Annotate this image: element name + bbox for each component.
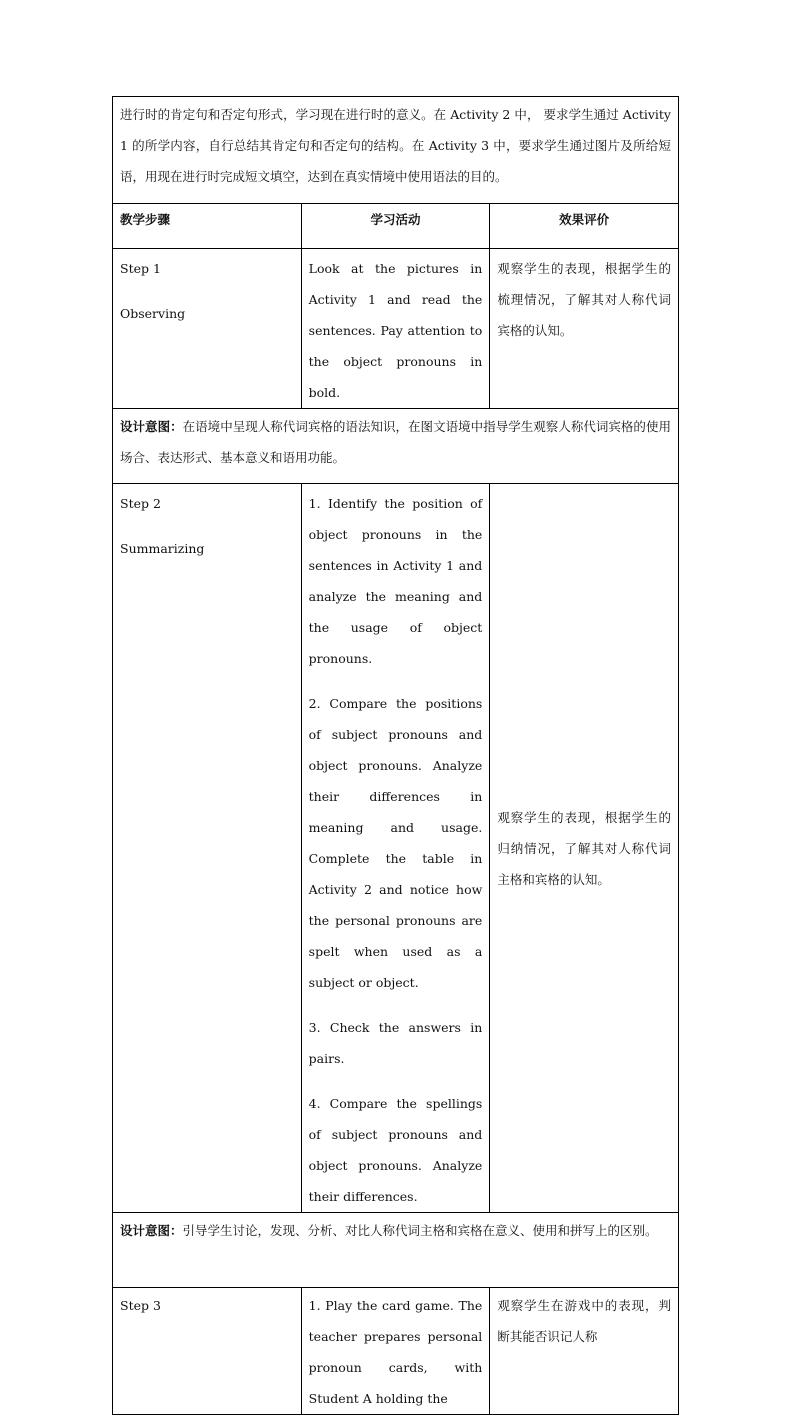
step1-label-cell xyxy=(113,249,302,409)
lesson-plan-table xyxy=(112,96,679,1415)
intent1-label: 设计意图： xyxy=(120,419,183,434)
intent1-text: 在语境中呈现人称代词宾格的语法知识，在图文语境中指导学生观察人称代词宾格的使用场合、表达形式、基本意义和语用功能。 xyxy=(120,419,671,465)
step2-evaluation: 观察学生的表现，根据学生的归纳情况，了解其对人称代词主格和宾格的认知。 xyxy=(497,809,671,887)
step1-activity: Look at the pictures in Activity 1 and read the sentences. Pay attention to the object pronouns in bold. xyxy=(308,261,483,400)
step2-activity-cell xyxy=(301,484,490,1213)
step3-activity-cell xyxy=(301,1288,490,1415)
intent2-label: 设计意图： xyxy=(120,1223,183,1238)
step2-activity-2: 2. Compare the positions of subject pronouns and object pronouns. Analyze their differences in meaning and usage. Complete the table in Activity 2 and notice how the personal pronouns are spelt when used as a subject or object. xyxy=(308,696,483,990)
header-row xyxy=(113,204,679,249)
step3-number: Step 3 xyxy=(120,1298,161,1313)
step2-label-cell xyxy=(113,484,302,1213)
step2-activity-4: 4. Compare the spellings of subject pronouns and object pronouns. Analyze their differences. xyxy=(308,1096,483,1204)
intro-cell xyxy=(113,97,679,204)
step3-row xyxy=(113,1288,679,1415)
step1-name: Observing xyxy=(120,306,186,321)
intent2-cell xyxy=(113,1213,679,1288)
intent2-text: 引导学生讨论，发现、分析、对比人称代词主格和宾格在意义、使用和拼写上的区别。 xyxy=(182,1223,658,1238)
step1-activity-cell xyxy=(301,249,490,409)
intent2-row xyxy=(113,1213,679,1288)
intro-row xyxy=(113,97,679,204)
step2-activity-1: 1. Identify the position of object pronouns in the sentences in Activity 1 and analyze the meaning and the usage of object pronouns. xyxy=(308,496,483,666)
step2-number: Step 2 xyxy=(120,496,161,511)
step1-row xyxy=(113,249,679,409)
step2-activity-3: 3. Check the answers in pairs. xyxy=(308,1020,483,1066)
header-activity: 学习活动 xyxy=(301,204,490,249)
step2-row xyxy=(113,484,679,1213)
intent1-row xyxy=(113,409,679,484)
header-step: 教学步骤 xyxy=(113,204,302,249)
step2-evaluation-cell xyxy=(490,484,679,1213)
step1-number: Step 1 xyxy=(120,261,161,276)
header-evaluation: 效果评价 xyxy=(490,204,679,249)
step3-label-cell xyxy=(113,1288,302,1415)
step3-evaluation: 观察学生在游戏中的表现，判断其能否识记人称 xyxy=(497,1298,671,1344)
step2-name: Summarizing xyxy=(120,541,205,556)
step3-evaluation-cell xyxy=(490,1288,679,1415)
intent1-cell xyxy=(113,409,679,484)
step1-evaluation-cell xyxy=(490,249,679,409)
step1-evaluation: 观察学生的表现，根据学生的梳理情况，了解其对人称代词宾格的认知。 xyxy=(497,261,671,338)
step3-activity: 1. Play the card game. The teacher prepares personal pronoun cards, with Student A holding the xyxy=(308,1298,483,1406)
intro-text: 进行时的肯定句和否定句形式，学习现在进行时的意义。在 Activity 2 中， 要求学生通过 Activity 1 的所学内容，自行总结其肯定句和否定句的结构。在 Activity 3 中，要求学生通过图片及所给短语，用现在进行时完成短文填空，达到在真实情境中使用语法的目的。 xyxy=(120,107,671,184)
